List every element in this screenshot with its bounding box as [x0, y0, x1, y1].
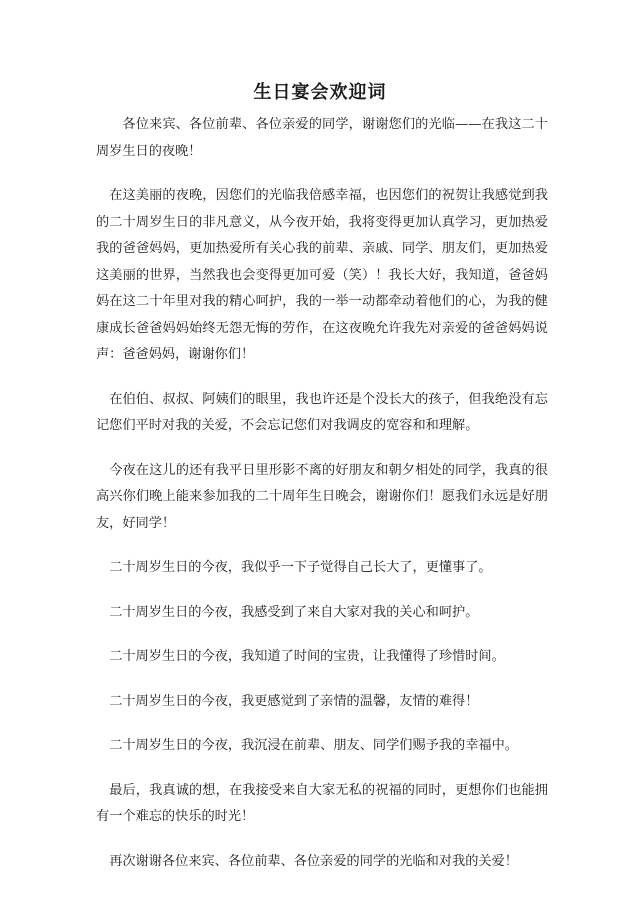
paragraph-grown-up: 二十周岁生日的今夜，我似乎一下子觉得自己长大了，更懂事了。 [109, 560, 492, 575]
document-title: 生日宴会欢迎词 [253, 82, 387, 103]
document-body [96, 112, 548, 875]
paragraph-elders: 在伯伯、叔叔、阿姨们的眼里，我也许还是个没长大的孩子，但我绝没有忘记您们平时对我的关爱，不会忘记您们对我调皮的宽容和和理解。 [96, 391, 548, 433]
paragraph-happiness: 二十周岁生日的今夜，我沉浸在前辈、朋友、同学们赐予我的幸福中。 [109, 738, 518, 753]
paragraph-care: 二十周岁生日的今夜，我感受到了来自大家对我的关心和呵护。 [109, 604, 479, 620]
paragraph-greeting: 各位来宾、各位前辈、各位亲爱的同学，谢谢您们的光临——在我这二十周岁生日的夜晚！ [96, 117, 548, 159]
paragraph-time: 二十周岁生日的今夜，我知道了时间的宝贵，让我懂得了珍惜时间。 [109, 649, 505, 664]
paragraph-affection: 二十周岁生日的今夜，我更感觉到了亲情的温馨，友情的难得！ [109, 693, 479, 709]
paragraph-friends: 今夜在这儿的还有我平日里形影不离的好朋友和朝夕相处的同学，我真的很高兴你们晚上能来参加我的二十周年生日晚会，谢谢你们！愿我们永远是好朋友，好同学！ [96, 462, 548, 531]
paragraph-parents: 在这美丽的夜晚，因您们的光临我倍感幸福，也因您们的祝贺让我感觉到我的二十周岁生日的非凡意义，从今夜开始，我将变得更加认真学习，更加热爱我的爸爸妈妈，更加热爱所有关心我的前辈、亲戚、同学、朋友们，更加热爱这美丽的世界，当然我也会变得更加可爱（笑）！我长大好，我知道，爸爸妈妈在这二十年里对我的精心呵护，我的一举一动都牵动着他们的心，为我的健康成长爸爸妈妈始终无怨无悔的劳作，在这夜晚允许我先对亲爱的爸爸妈妈说声：爸爸妈妈，谢谢你们！ [96, 188, 548, 362]
paragraph-closing-wish: 最后，我真诚的想，在我接受来自大家无私的祝福的同时，更想你们也能拥有一个难忘的快乐的时光！ [96, 782, 548, 824]
paragraph-thanks: 再次谢谢各位来宾、各位前辈、各位亲爱的同学的光临和对我的关爱！ [109, 853, 518, 869]
